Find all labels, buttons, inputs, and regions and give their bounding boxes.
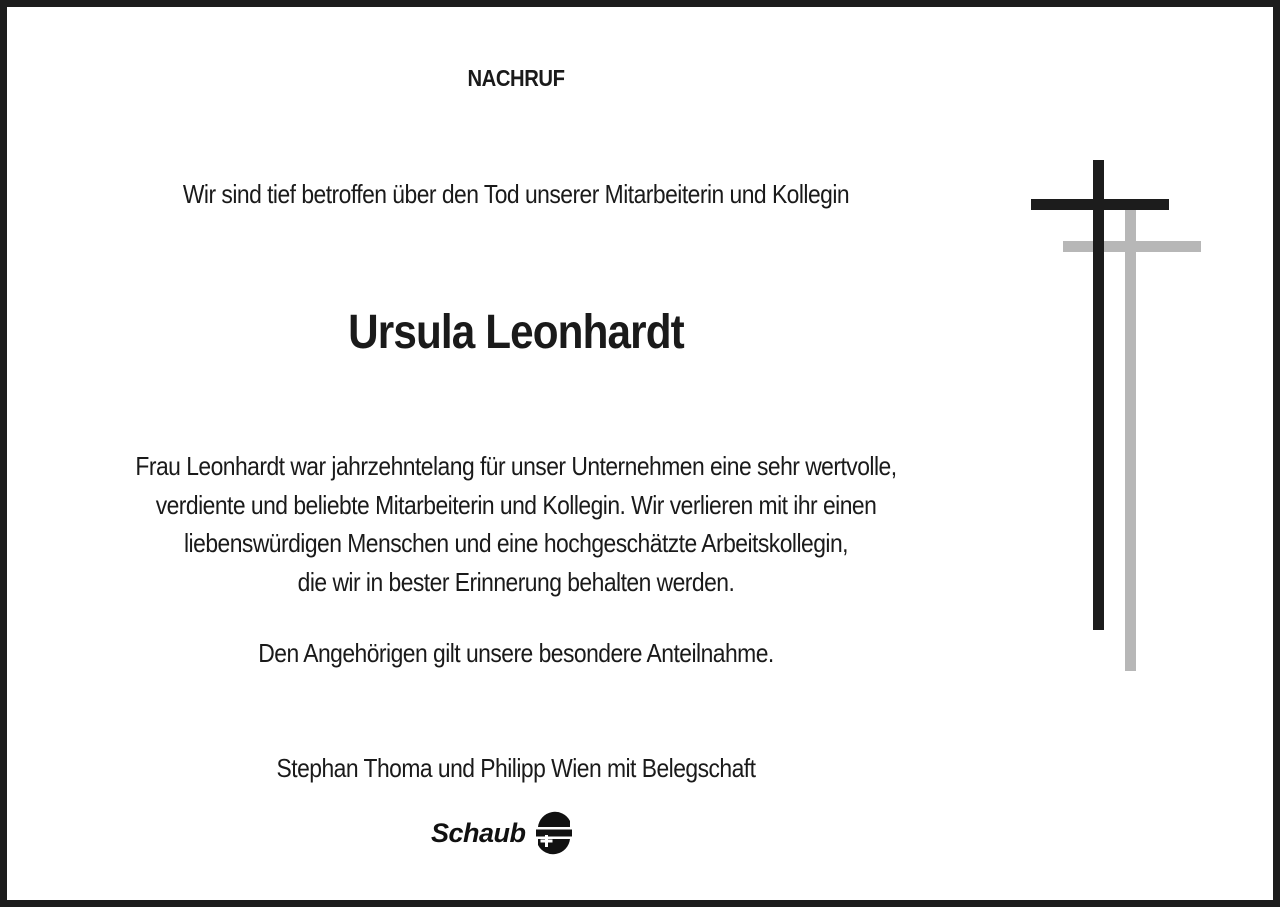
intro-text: Wir sind tief betroffen über den Tod unserer Mitarbeiterin und Kollegin bbox=[182, 179, 850, 209]
grey-cross-icon bbox=[1063, 209, 1201, 671]
black-cross-icon bbox=[1031, 160, 1169, 630]
tribute-line: verdiente und beliebte Mitarbeiterin und Kollegin. Wir verlieren mit ihr einen bbox=[155, 489, 877, 520]
logo-wordmark: Schaub bbox=[431, 817, 526, 848]
deceased-name: Ursula Leonhardt bbox=[348, 306, 684, 359]
company-logo bbox=[431, 810, 576, 856]
tribute-line: die wir in bester Erinnerung behalten werden. bbox=[297, 566, 735, 597]
tribute-paragraph bbox=[86, 447, 947, 601]
obituary-heading: NACHRUF bbox=[467, 65, 565, 91]
signature-text: Stephan Thoma und Philipp Wien mit Belegschaft bbox=[276, 753, 756, 783]
tribute-line: liebenswürdigen Menschen und eine hochgeschätzte Arbeitskollegin, bbox=[184, 528, 848, 558]
crosses-decoration bbox=[1027, 157, 1207, 677]
schaub-s-cross-icon bbox=[532, 811, 576, 855]
sympathy-text: Den Angehörigen gilt unsere besondere Anteilnahme. bbox=[258, 638, 774, 668]
tribute-line: Frau Leonhardt war jahrzehntelang für unser Unternehmen eine sehr wertvolle, bbox=[135, 451, 897, 481]
